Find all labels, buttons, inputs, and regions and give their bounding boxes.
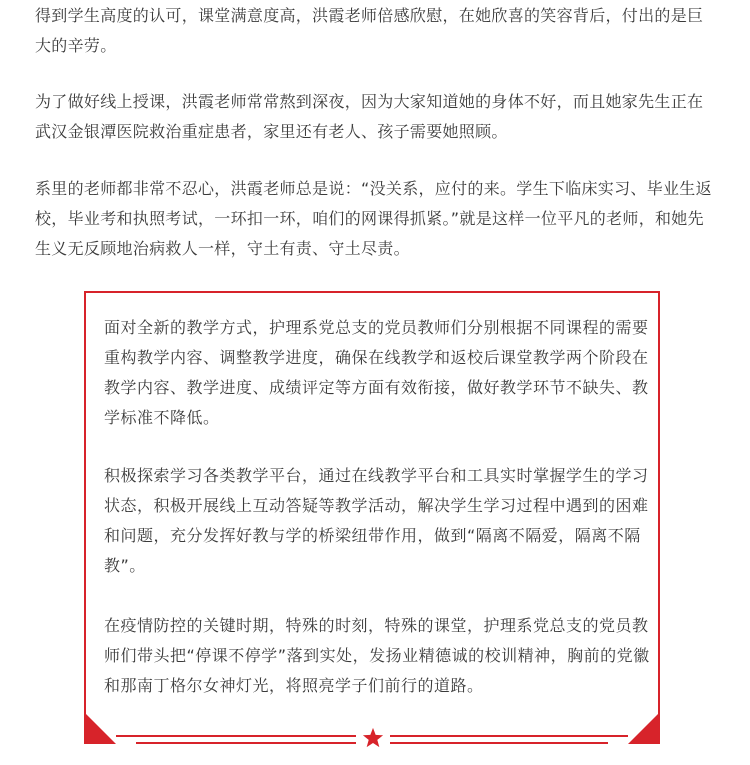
highlight-paragraph-2: 积极探索学习各类教学平台，通过在线教学平台和工具实时掌握学生的学习状态，积极开展线上互动答疑等教学活动，解决学生学习过程中遇到的困难和问题，充分发挥好教与学的桥梁纽带作用，做到“隔离不隔爱，隔离不隔教”。 bbox=[104, 466, 649, 575]
box-bottom-rule-left-lower bbox=[136, 742, 356, 744]
box-corner-left-ornament bbox=[84, 712, 116, 744]
box-corner-right-ornament bbox=[628, 712, 660, 744]
article-paragraph-2: 为了做好线上授课，洪霞老师常常熬到深夜，因为大家知道她的身体不好，而且她家先生正在武汉金银潭医院救治重症患者，家里还有老人、孩子需要她照顾。 bbox=[35, 92, 704, 141]
box-bottom-rule-right-lower bbox=[390, 742, 608, 744]
box-bottom-rule-left-upper bbox=[116, 735, 356, 737]
article-paragraph-3: 系里的老师都非常不忍心，洪霞老师总是说：“没关系，应付的来。学生下临床实习、毕业生返校，毕业考和执照考试，一环扣一环，咱们的网课得抓紧。”就是这样一位平凡的老师，和她先生义无反顾地治病救人一样，守土有责、守土尽责。 bbox=[35, 179, 712, 258]
box-bottom-rule-right-upper bbox=[390, 735, 628, 737]
article-paragraph-1: 得到学生高度的认可，课堂满意度高，洪霞老师倍感欣慰，在她欣喜的笑容背后，付出的是巨大的辛劳。 bbox=[35, 6, 704, 55]
highlight-paragraph-3: 在疫情防控的关键时期，特殊的时刻，特殊的课堂，护理系党总支的党员教师们带头把“停课不停学”落到实处，发扬业精德诚的校训精神，胸前的党徽和那南丁格尔女神灯光，将照亮学子们前行的道路。 bbox=[104, 616, 650, 695]
star-icon bbox=[362, 727, 384, 749]
highlight-paragraph-1: 面对全新的教学方式，护理系党总支的党员教师们分别根据不同课程的需要重构教学内容、调整教学进度，确保在线教学和返校后课堂教学两个阶段在教学内容、教学进度、成绩评定等方面有效衔接，做好教学环节不缺失、教学标准不降低。 bbox=[104, 318, 649, 427]
